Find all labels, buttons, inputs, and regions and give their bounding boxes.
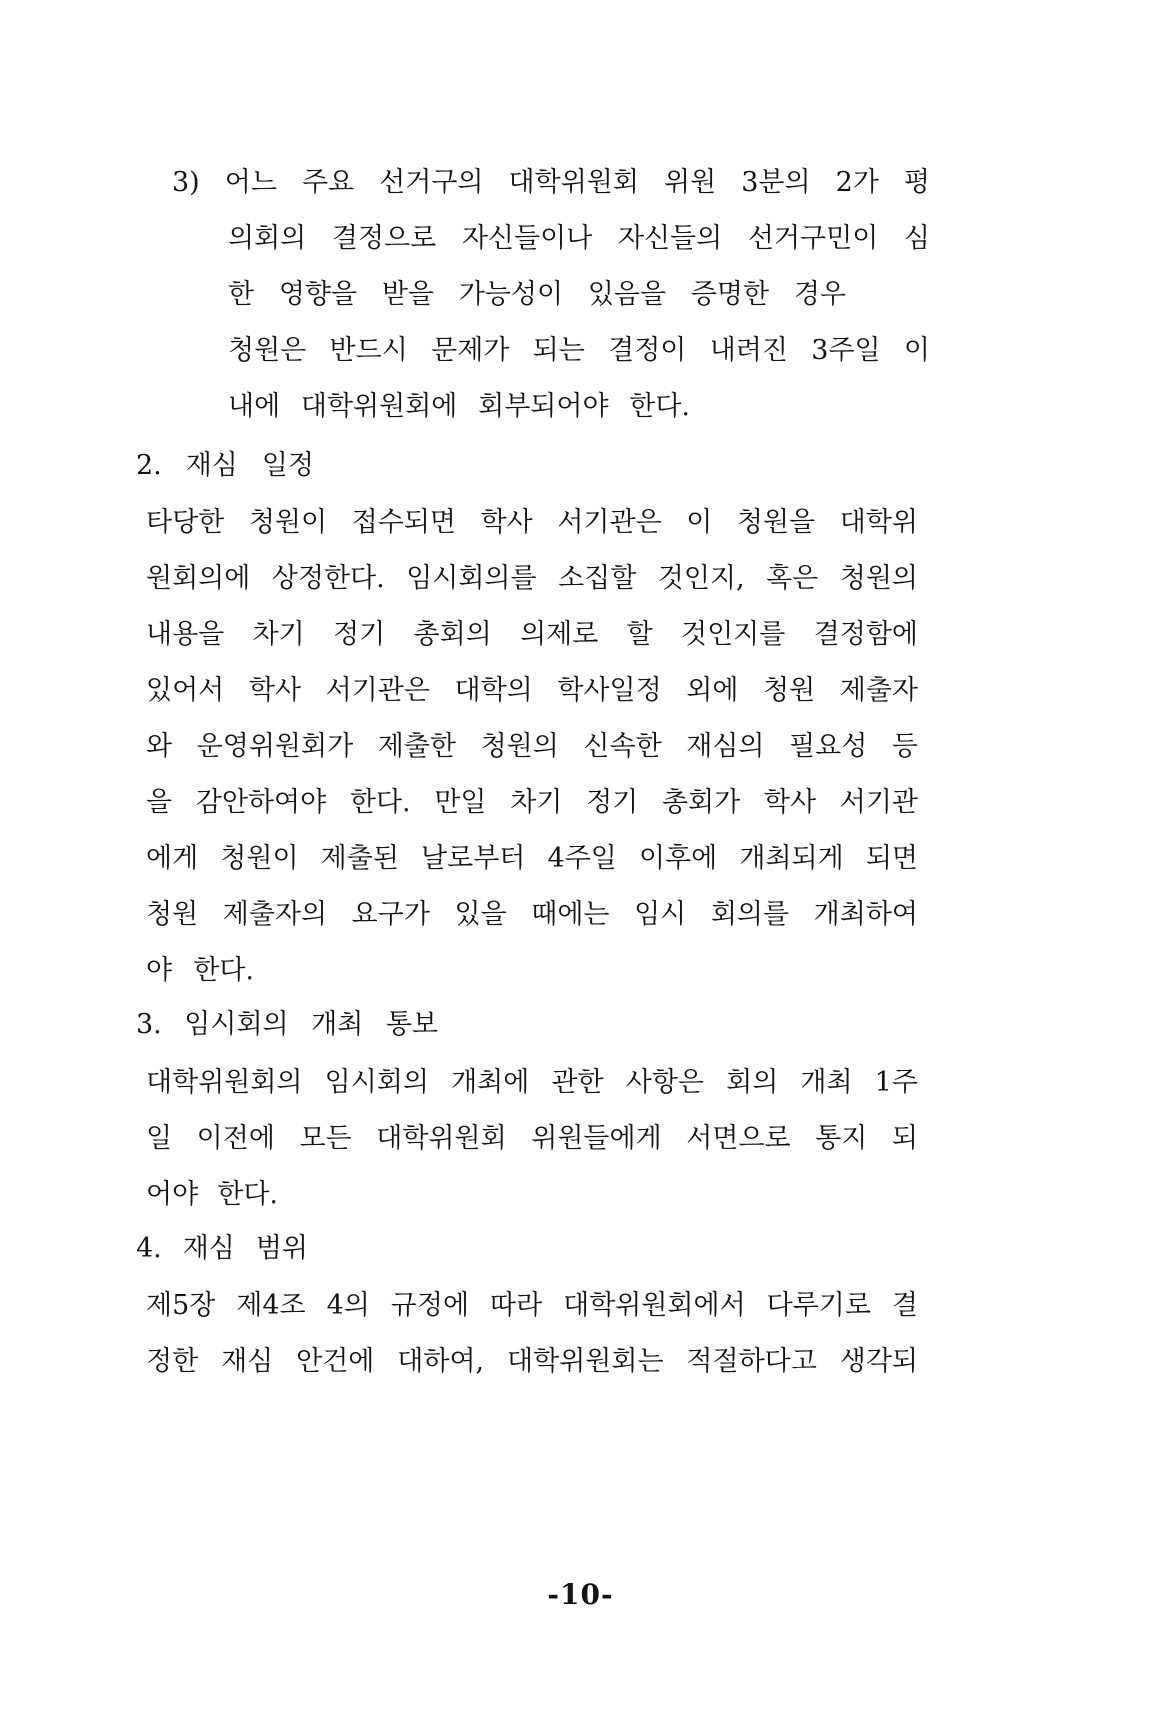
item-3-line-5: 내에 대학위원회에 회부되어야 한다. — [228, 391, 690, 422]
section-2-line-9: 야 한다. — [146, 955, 254, 986]
section-4-heading: 4. 재심 범위 — [136, 1233, 308, 1264]
section-2-line-7: 에게 청원이 제출된 날로부터 4주일 이후에 개최되게 되면 — [146, 843, 918, 874]
section-3-heading: 3. 임시회의 개최 통보 — [136, 1009, 438, 1040]
section-2-line-6: 을 감안하여야 한다. 만일 차기 정기 총회가 학사 서기관 — [146, 787, 918, 818]
section-2-line-2: 원회의에 상정한다. 임시회의를 소집할 것인지, 혹은 청원의 — [146, 563, 918, 594]
section-4-line-2: 정한 재심 안건에 대하여, 대학위원회는 적절하다고 생각되 — [146, 1346, 918, 1377]
section-3-line-2: 일 이전에 모든 대학위원회 위원들에게 서면으로 통지 되 — [146, 1123, 918, 1154]
section-2-line-8: 청원 제출자의 요구가 있을 때에는 임시 회의를 개최하여 — [146, 899, 918, 930]
section-2-line-4: 있어서 학사 서기관은 대학의 학사일정 외에 청원 제출자 — [146, 675, 918, 706]
section-2-line-5: 와 운영위원회가 제출한 청원의 신속한 재심의 필요성 등 — [146, 731, 918, 762]
item-3-line-2: 의회의 결정으로 자신들이나 자신들의 선거구민이 심 — [228, 223, 930, 254]
page-number: -10- — [547, 1578, 614, 1611]
section-2-line-1: 타당한 청원이 접수되면 학사 서기관은 이 청원을 대학위 — [146, 507, 918, 538]
section-2-line-3: 내용을 차기 정기 총회의 의제로 할 것인지를 결정함에 — [146, 619, 918, 650]
section-3-line-1: 대학위원회의 임시회의 개최에 관한 사항은 회의 개최 1주 — [146, 1067, 918, 1098]
item-3-line-3: 한 영향을 받을 가능성이 있음을 증명한 경우 — [228, 279, 846, 310]
section-2-heading: 2. 재심 일정 — [136, 450, 314, 481]
section-3-line-3: 어야 한다. — [146, 1179, 278, 1210]
item-3-line-4: 청원은 반드시 문제가 되는 결정이 내려진 3주일 이 — [228, 335, 930, 366]
item-3-line-1: 3) 어느 주요 선거구의 대학위원회 위원 3분의 2가 평 — [172, 167, 930, 198]
section-4-line-1: 제5장 제4조 4의 규정에 따라 대학위원회에서 다루기로 결 — [146, 1290, 918, 1321]
